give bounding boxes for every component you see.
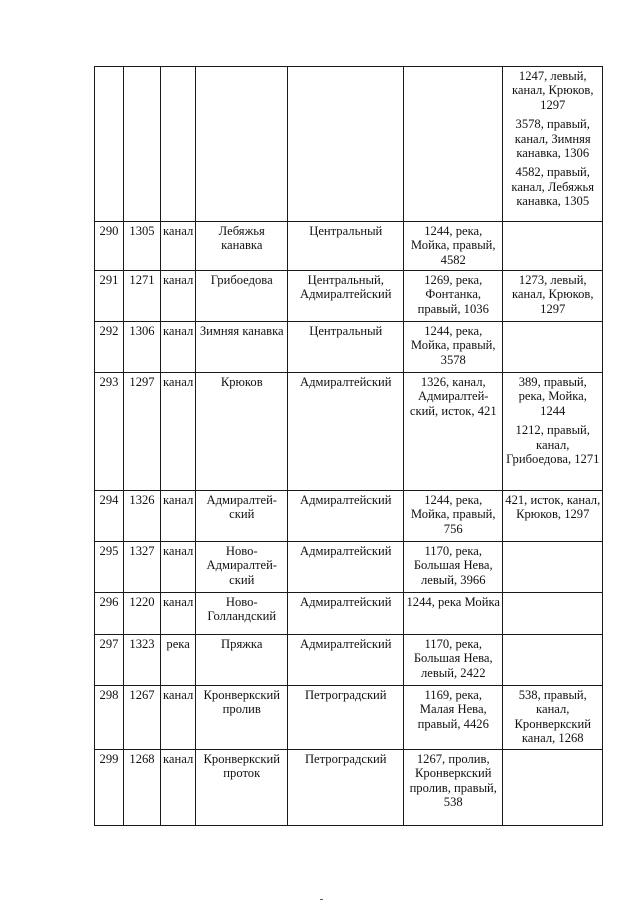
cell-number: 293 <box>95 373 124 491</box>
cell-type: канал <box>161 271 196 322</box>
cell-type: канал <box>161 373 196 491</box>
cell-number: 299 <box>95 750 124 826</box>
cell-name: Лебяжья канавка <box>196 222 288 271</box>
cell-name: Кронверкский проток <box>196 750 288 826</box>
cell-number: 297 <box>95 635 124 686</box>
cell-tributaries <box>503 542 603 593</box>
cell-name: Пряжка <box>196 635 288 686</box>
table-row <box>95 271 603 322</box>
cell-code: 1327 <box>124 542 161 593</box>
cell-number: 291 <box>95 271 124 322</box>
cell-district: Адмиралтейский <box>288 593 404 635</box>
cell-name: Грибоедова <box>196 271 288 322</box>
cell-code: 1268 <box>124 750 161 826</box>
cell-name: Ново-Голландский <box>196 593 288 635</box>
cell-name: Адмиралтей-ский <box>196 491 288 542</box>
cell-district <box>288 67 404 222</box>
cell-district: Адмиралтейский <box>288 491 404 542</box>
cell-mouth: 1326, канал, Адмиралтей-ский, исток, 421 <box>404 373 503 491</box>
cell-code: 1271 <box>124 271 161 322</box>
cell-mouth: 1170, река, Большая Нева, левый, 2422 <box>404 635 503 686</box>
cell-number: 292 <box>95 322 124 373</box>
cell-mouth: 1267, пролив, Кронверкский пролив, правый, 538 <box>404 750 503 826</box>
cell-code: 1267 <box>124 686 161 750</box>
cell-name: Крюков <box>196 373 288 491</box>
cell-tributaries <box>503 67 603 222</box>
cell-mouth: 1244, река, Мойка, правый, 3578 <box>404 322 503 373</box>
cell-tributaries <box>503 635 603 686</box>
cell-mouth: 1169, река, Малая Нева, правый, 4426 <box>404 686 503 750</box>
cell-mouth: 1269, река, Фонтанка, правый, 1036 <box>404 271 503 322</box>
cell-code: 1220 <box>124 593 161 635</box>
cell-tributaries <box>503 491 603 542</box>
table-row <box>95 491 603 542</box>
cell-type: канал <box>161 322 196 373</box>
cell-name: Ново-Адмиралтей-ский <box>196 542 288 593</box>
cell-type: канал <box>161 686 196 750</box>
cell-tributaries <box>503 373 603 491</box>
tributary-entry: 389, правый, река, Мойка, 1244 <box>518 375 587 418</box>
table-row <box>95 542 603 593</box>
cell-type <box>161 67 196 222</box>
cell-code: 1305 <box>124 222 161 271</box>
cell-number: 298 <box>95 686 124 750</box>
tributary-entry: 538, правый, канал, Кронверкский канал, 1268 <box>514 688 591 746</box>
cell-tributaries <box>503 686 603 750</box>
cell-mouth: 1170, река, Большая Нева, левый, 3966 <box>404 542 503 593</box>
tributary-entry: 3578, правый, канал, Зимняя канавка, 1306 <box>514 117 591 161</box>
table-row <box>95 750 603 826</box>
cell-type: канал <box>161 750 196 826</box>
cell-type: река <box>161 635 196 686</box>
cell-type: канал <box>161 222 196 271</box>
cell-code: 1306 <box>124 322 161 373</box>
cell-name <box>196 67 288 222</box>
tributary-entry: 1273, левый, канал, Крюков, 1297 <box>511 273 594 316</box>
cell-type: канал <box>161 593 196 635</box>
cell-type: канал <box>161 542 196 593</box>
waterways-table <box>94 66 603 826</box>
cell-number: 296 <box>95 593 124 635</box>
cell-tributaries <box>503 271 603 322</box>
cell-number <box>95 67 124 222</box>
cell-district: Центральный <box>288 222 404 271</box>
cell-mouth: 1244, река Мойка <box>404 593 503 635</box>
cell-number: 290 <box>95 222 124 271</box>
tributary-entry: 4582, правый, канал, Лебяжья канавка, 1305 <box>511 165 595 209</box>
cell-district: Адмиралтейский <box>288 635 404 686</box>
cell-code: 1323 <box>124 635 161 686</box>
table-row <box>95 373 603 491</box>
cell-type: канал <box>161 491 196 542</box>
cell-mouth <box>404 67 503 222</box>
cell-mouth: 1244, река, Мойка, правый, 4582 <box>404 222 503 271</box>
table-row <box>95 222 603 271</box>
table-row <box>95 686 603 750</box>
table-row <box>95 322 603 373</box>
table-row <box>95 67 603 222</box>
cell-tributaries <box>503 750 603 826</box>
cell-code: 1297 <box>124 373 161 491</box>
cell-tributaries <box>503 322 603 373</box>
cell-tributaries <box>503 222 603 271</box>
cell-district: Петроградский <box>288 686 404 750</box>
cell-number: 295 <box>95 542 124 593</box>
cell-district: Центральный <box>288 322 404 373</box>
table-row <box>95 593 603 635</box>
tributary-entry: 421, исток, канал, Крюков, 1297 <box>505 493 601 522</box>
cell-district: Центральный, Адмиралтейский <box>288 271 404 322</box>
tributary-entry: 1212, правый, канал, Грибоедова, 1271 <box>506 423 600 467</box>
cell-code <box>124 67 161 222</box>
page-mark <box>320 899 323 900</box>
table-row <box>95 635 603 686</box>
cell-number: 294 <box>95 491 124 542</box>
cell-code: 1326 <box>124 491 161 542</box>
cell-district: Адмиралтейский <box>288 542 404 593</box>
cell-district: Адмиралтейский <box>288 373 404 491</box>
cell-district: Петроградский <box>288 750 404 826</box>
cell-mouth: 1244, река, Мойка, правый, 756 <box>404 491 503 542</box>
cell-tributaries <box>503 593 603 635</box>
table-body <box>95 67 603 826</box>
cell-name: Кронверкский пролив <box>196 686 288 750</box>
tributary-entry: 1247, левый, канал, Крюков, 1297 <box>511 69 594 112</box>
cell-name: Зимняя канавка <box>196 322 288 373</box>
